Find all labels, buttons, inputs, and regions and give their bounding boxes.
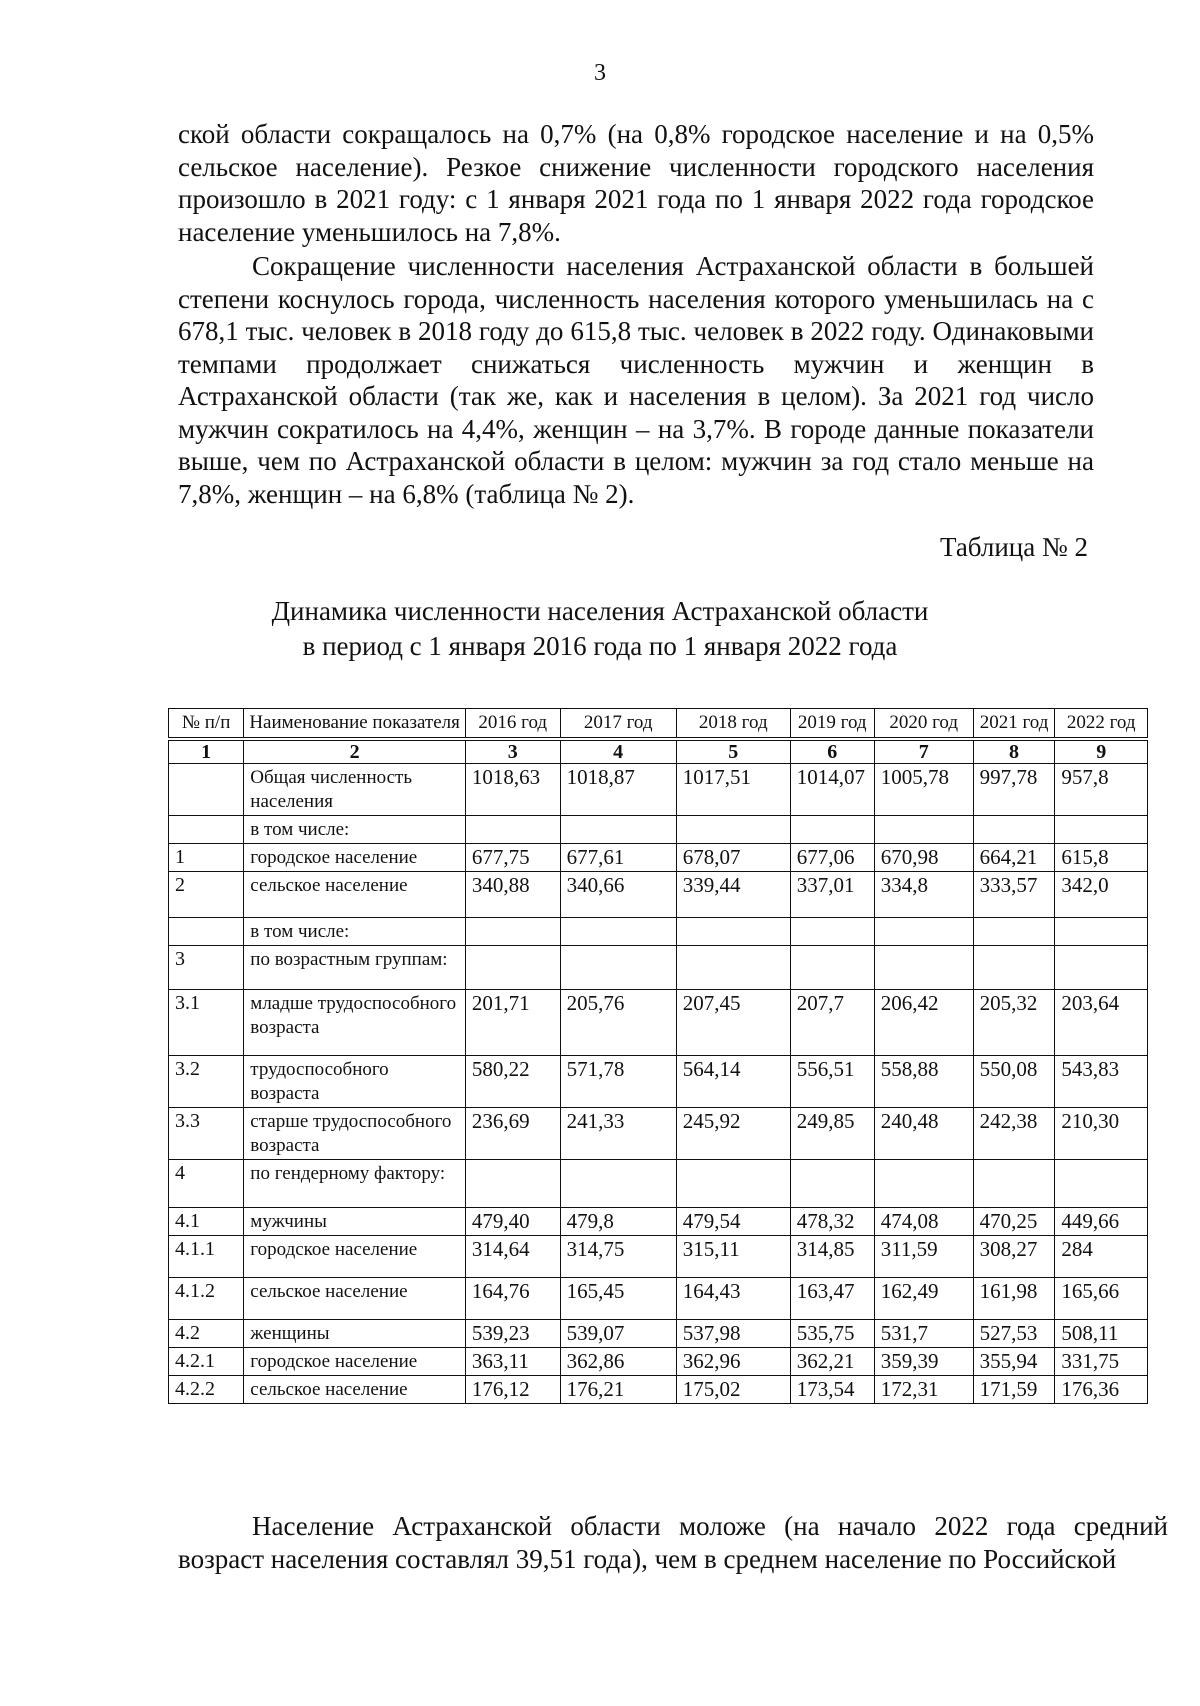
value-cell: 558,88 — [874, 1056, 973, 1108]
row-label-cell: городское население — [244, 1236, 466, 1278]
value-cell: 470,25 — [973, 1208, 1055, 1236]
value-cell: 1018,63 — [465, 764, 560, 816]
header-cell: 2018 год — [676, 709, 790, 740]
value-cell: 957,8 — [1055, 764, 1148, 816]
value-cell: 207,7 — [790, 990, 874, 1056]
value-cell: 205,32 — [973, 990, 1055, 1056]
table-row — [169, 1376, 1148, 1404]
value-cell: 539,23 — [465, 1320, 560, 1348]
row-label-cell: сельское население — [244, 1278, 466, 1320]
paragraph-2: Сокращение численности населения Астраханской области в большей степени коснулось города, численность населения которого уменьшилась на с 678,1 тыс. человек в 2018 году до 615,8 тыс. человек в 2022 году. Одинаковыми темпами продолжает снижаться численность мужчин и женщин в Астраханской области (так же, как и населения в целом). За 2021 год число мужчин сократилось на 4,4%, женщин – на 3,7%. В городе данные показатели выше, чем по Астраханской области в целом: мужчин за год стало меньше на 7,8%, женщин – на 6,8% (таблица № 2). — [178, 251, 1094, 509]
table-row — [169, 1236, 1148, 1278]
table-title-line-2: в период с 1 января 2016 года по 1 января 2022 года — [302, 631, 898, 661]
column-number: 4 — [560, 739, 676, 764]
value-cell: 315,11 — [676, 1236, 790, 1278]
value-cell: 359,39 — [874, 1348, 973, 1376]
value-cell: 677,06 — [790, 844, 874, 872]
value-cell: 171,59 — [973, 1376, 1055, 1404]
value-cell: 311,59 — [874, 1236, 973, 1278]
value-cell: 556,51 — [790, 1056, 874, 1108]
value-cell — [676, 946, 790, 990]
value-cell: 241,33 — [560, 1108, 676, 1160]
value-cell: 677,75 — [465, 844, 560, 872]
row-label-cell: сельское население — [244, 1376, 466, 1404]
header-cell: 2022 год — [1055, 709, 1148, 740]
value-cell: 527,53 — [973, 1320, 1055, 1348]
value-cell — [1055, 1160, 1148, 1208]
paragraph-1: ской области сокращалось на 0,7% (на 0,8% городское население и на 0,5% сельское население). Резкое снижение численности городского населения произошло в 2021 году: с 1 января 2021 года по 1 января 2022 года городское население уменьшилось на 7,8%. — [178, 119, 1094, 247]
value-cell: 207,45 — [676, 990, 790, 1056]
value-cell: 362,21 — [790, 1348, 874, 1376]
header-cell: Наименование показателя — [244, 709, 466, 740]
value-cell — [874, 946, 973, 990]
value-cell — [560, 816, 676, 844]
value-cell — [1055, 918, 1148, 946]
value-cell — [874, 816, 973, 844]
value-cell — [790, 816, 874, 844]
row-label-cell: в том числе: — [244, 816, 466, 844]
row-number-cell — [169, 918, 244, 946]
value-cell: 176,21 — [560, 1376, 676, 1404]
value-cell: 580,22 — [465, 1056, 560, 1108]
header-cell: 2016 год — [465, 709, 560, 740]
value-cell — [973, 946, 1055, 990]
row-number-cell: 2 — [169, 872, 244, 918]
table-caption: Таблица № 2 — [940, 532, 1088, 562]
value-cell: 314,85 — [790, 1236, 874, 1278]
value-cell: 1017,51 — [676, 764, 790, 816]
row-label-cell: младше трудоспособного возраста — [244, 990, 466, 1056]
table-title-line-1: Динамика численности населения Астраханской области — [271, 596, 929, 626]
value-cell: 206,42 — [874, 990, 973, 1056]
value-cell: 479,40 — [465, 1208, 560, 1236]
value-cell: 535,75 — [790, 1320, 874, 1348]
row-label-cell: по возрастным группам: — [244, 946, 466, 990]
value-cell — [973, 816, 1055, 844]
value-cell — [465, 816, 560, 844]
value-cell: 664,21 — [973, 844, 1055, 872]
value-cell: 543,83 — [1055, 1056, 1148, 1108]
value-cell — [1055, 946, 1148, 990]
table-row — [169, 918, 1148, 946]
table-row — [169, 1348, 1148, 1376]
column-number: 1 — [169, 739, 244, 764]
row-number-cell: 4.2.2 — [169, 1376, 244, 1404]
table-row — [169, 1278, 1148, 1320]
header-cell: № п/п — [169, 709, 244, 740]
page-number: 3 — [594, 60, 606, 86]
row-number-cell: 4.2.1 — [169, 1348, 244, 1376]
value-cell — [790, 918, 874, 946]
row-number-cell: 1 — [169, 844, 244, 872]
value-cell: 176,12 — [465, 1376, 560, 1404]
row-number-cell: 3.1 — [169, 990, 244, 1056]
value-cell: 474,08 — [874, 1208, 973, 1236]
column-number: 6 — [790, 739, 874, 764]
table-row — [169, 844, 1148, 872]
column-number: 7 — [874, 739, 973, 764]
value-cell: 355,94 — [973, 1348, 1055, 1376]
value-cell: 479,8 — [560, 1208, 676, 1236]
row-label-cell: мужчины — [244, 1208, 466, 1236]
row-number-cell — [169, 764, 244, 816]
table-row — [169, 1108, 1148, 1160]
table-row — [169, 1208, 1148, 1236]
value-cell: 205,76 — [560, 990, 676, 1056]
value-cell: 537,98 — [676, 1320, 790, 1348]
row-label-cell: в том числе: — [244, 918, 466, 946]
value-cell: 236,69 — [465, 1108, 560, 1160]
value-cell: 362,96 — [676, 1348, 790, 1376]
value-cell: 201,71 — [465, 990, 560, 1056]
header-cell: 2021 год — [973, 709, 1055, 740]
row-number-cell: 3 — [169, 946, 244, 990]
column-number: 9 — [1055, 739, 1148, 764]
value-cell: 337,01 — [790, 872, 874, 918]
value-cell: 176,36 — [1055, 1376, 1148, 1404]
value-cell — [874, 1160, 973, 1208]
value-cell: 1014,07 — [790, 764, 874, 816]
value-cell: 531,7 — [874, 1320, 973, 1348]
value-cell: 314,75 — [560, 1236, 676, 1278]
value-cell: 164,76 — [465, 1278, 560, 1320]
header-cell: 2017 год — [560, 709, 676, 740]
value-cell: 564,14 — [676, 1056, 790, 1108]
value-cell: 331,75 — [1055, 1348, 1148, 1376]
value-cell: 339,44 — [676, 872, 790, 918]
value-cell: 1018,87 — [560, 764, 676, 816]
value-cell — [973, 1160, 1055, 1208]
value-cell: 449,66 — [1055, 1208, 1148, 1236]
row-label-cell: сельское население — [244, 872, 466, 918]
value-cell: 314,64 — [465, 1236, 560, 1278]
value-cell — [560, 1160, 676, 1208]
value-cell: 670,98 — [874, 844, 973, 872]
value-cell: 249,85 — [790, 1108, 874, 1160]
value-cell: 163,47 — [790, 1278, 874, 1320]
row-label-cell: городское население — [244, 844, 466, 872]
value-cell: 175,02 — [676, 1376, 790, 1404]
column-number: 3 — [465, 739, 560, 764]
table-row — [169, 872, 1148, 918]
header-cell: 2020 год — [874, 709, 973, 740]
value-cell: 164,43 — [676, 1278, 790, 1320]
value-cell: 333,57 — [973, 872, 1055, 918]
population-table — [168, 708, 1148, 1404]
table-title — [0, 594, 1200, 664]
value-cell — [874, 918, 973, 946]
value-cell — [465, 1160, 560, 1208]
value-cell: 245,92 — [676, 1108, 790, 1160]
value-cell: 479,54 — [676, 1208, 790, 1236]
header-cell: 2019 год — [790, 709, 874, 740]
row-number-cell: 3.2 — [169, 1056, 244, 1108]
value-cell: 571,78 — [560, 1056, 676, 1108]
value-cell: 340,88 — [465, 872, 560, 918]
column-number-row — [169, 739, 1148, 764]
value-cell: 340,66 — [560, 872, 676, 918]
row-label-cell: Общая численность населения — [244, 764, 466, 816]
value-cell: 678,07 — [676, 844, 790, 872]
row-label-cell: старше трудоспособного возраста — [244, 1108, 466, 1160]
row-number-cell: 4.2 — [169, 1320, 244, 1348]
value-cell: 162,49 — [874, 1278, 973, 1320]
row-label-cell: по гендерному фактору: — [244, 1160, 466, 1208]
value-cell: 165,45 — [560, 1278, 676, 1320]
value-cell — [560, 946, 676, 990]
value-cell: 615,8 — [1055, 844, 1148, 872]
value-cell: 478,32 — [790, 1208, 874, 1236]
row-label-cell: женщины — [244, 1320, 466, 1348]
value-cell: 539,07 — [560, 1320, 676, 1348]
row-label-cell: городское население — [244, 1348, 466, 1376]
table-header-row — [169, 709, 1148, 740]
value-cell — [676, 918, 790, 946]
table-row — [169, 1160, 1148, 1208]
value-cell: 165,66 — [1055, 1278, 1148, 1320]
value-cell — [676, 1160, 790, 1208]
value-cell — [790, 946, 874, 990]
row-number-cell: 3.3 — [169, 1108, 244, 1160]
value-cell — [465, 946, 560, 990]
table-row — [169, 1320, 1148, 1348]
value-cell: 210,30 — [1055, 1108, 1148, 1160]
value-cell: 334,8 — [874, 872, 973, 918]
table-row — [169, 816, 1148, 844]
row-number-cell — [169, 816, 244, 844]
value-cell — [1055, 816, 1148, 844]
row-number-cell: 4.1.1 — [169, 1236, 244, 1278]
value-cell: 342,0 — [1055, 872, 1148, 918]
value-cell: 1005,78 — [874, 764, 973, 816]
column-number: 8 — [973, 739, 1055, 764]
table-row — [169, 946, 1148, 990]
value-cell: 362,86 — [560, 1348, 676, 1376]
value-cell: 508,11 — [1055, 1320, 1148, 1348]
value-cell: 240,48 — [874, 1108, 973, 1160]
value-cell: 677,61 — [560, 844, 676, 872]
value-cell: 242,38 — [973, 1108, 1055, 1160]
value-cell — [560, 918, 676, 946]
value-cell: 173,54 — [790, 1376, 874, 1404]
table-row — [169, 764, 1148, 816]
value-cell: 172,31 — [874, 1376, 973, 1404]
value-cell — [465, 918, 560, 946]
column-number: 2 — [244, 739, 466, 764]
value-cell: 363,11 — [465, 1348, 560, 1376]
value-cell: 308,27 — [973, 1236, 1055, 1278]
paragraph-3: Население Астраханской области моложе (на начало 2022 года средний возраст населения составлял 39,51 года), чем в среднем население по Российской — [178, 1511, 1168, 1574]
value-cell — [973, 918, 1055, 946]
row-label-cell: трудоспособного возраста — [244, 1056, 466, 1108]
row-number-cell: 4.1 — [169, 1208, 244, 1236]
row-number-cell: 4.1.2 — [169, 1278, 244, 1320]
value-cell: 997,78 — [973, 764, 1055, 816]
table-row — [169, 990, 1148, 1056]
row-number-cell: 4 — [169, 1160, 244, 1208]
value-cell — [676, 816, 790, 844]
column-number: 5 — [676, 739, 790, 764]
table-row — [169, 1056, 1148, 1108]
value-cell: 550,08 — [973, 1056, 1055, 1108]
value-cell: 161,98 — [973, 1278, 1055, 1320]
value-cell — [790, 1160, 874, 1208]
value-cell: 203,64 — [1055, 990, 1148, 1056]
value-cell: 284 — [1055, 1236, 1148, 1278]
